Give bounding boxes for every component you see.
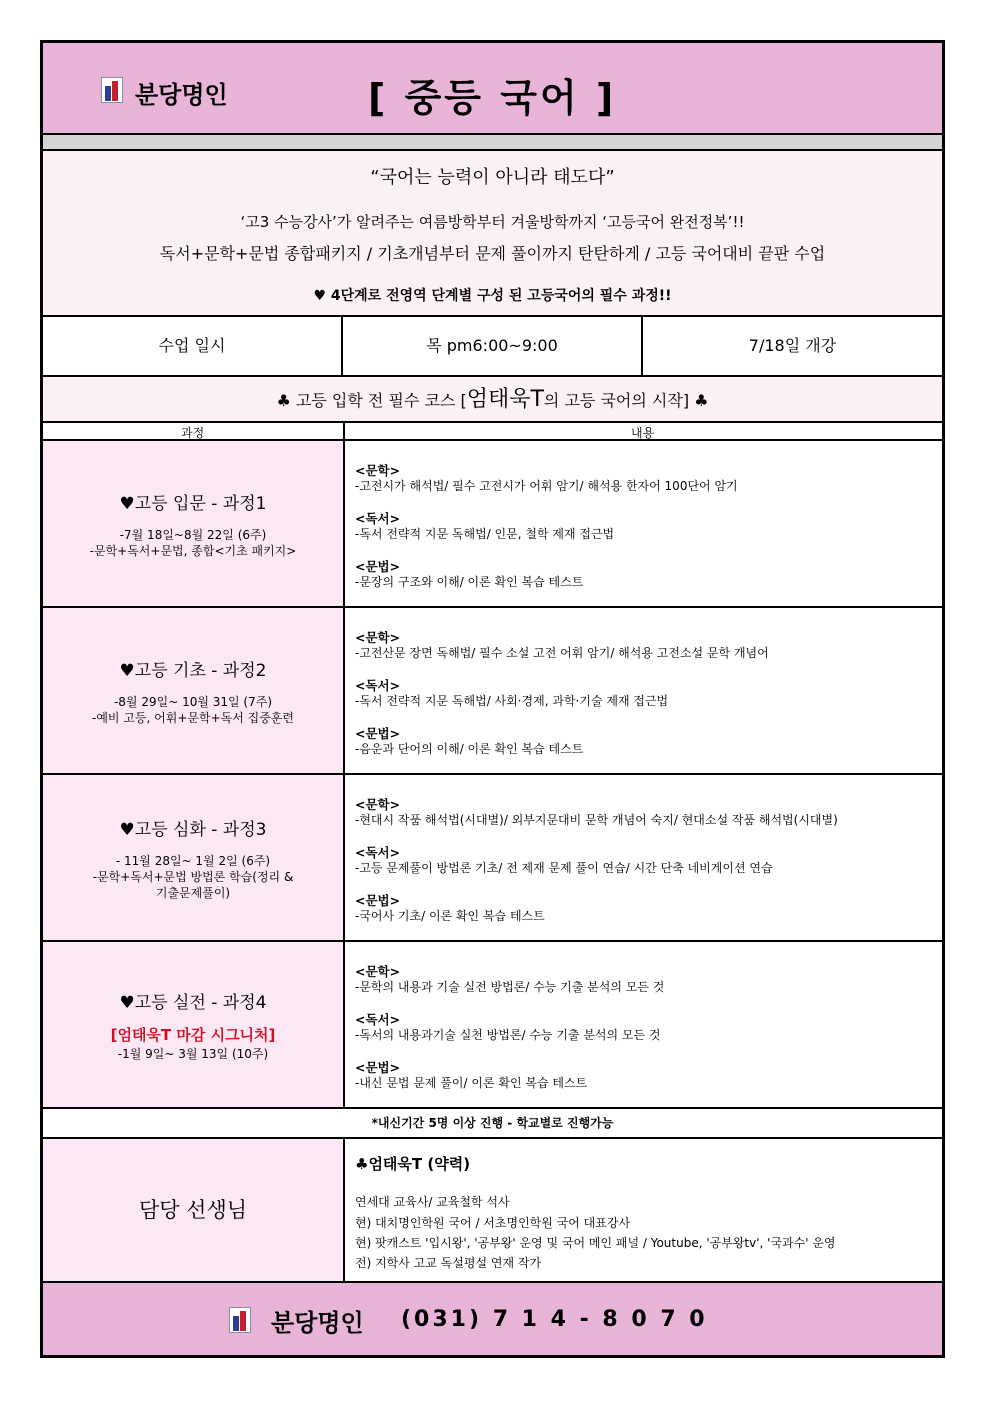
literature-label: <문학> — [355, 797, 401, 812]
column-header-content: 내용 — [631, 426, 655, 440]
reading-label: <독서> — [355, 1012, 401, 1027]
flyer-frame — [40, 40, 945, 1358]
intro-section — [43, 151, 942, 317]
footer — [43, 1283, 942, 1355]
course-heading — [43, 377, 942, 423]
course-row — [43, 608, 942, 775]
intro-line-1: ‘고3 수능강사’가 알려주는 여름방학부터 겨울방학까지 ‘고등국어 완전정복’!! — [240, 213, 745, 231]
literature-label: <문학> — [355, 463, 401, 478]
teacher-bio-line: 현) 팟캐스트 '입시왕', '공부왕' 운영 및 국어 메인 패널 / Youtube, '공부왕tv', '국과수' 운영 — [355, 1236, 836, 1250]
brand-logo-icon — [229, 1307, 251, 1333]
literature-text: -고전산문 장면 독해법/ 필수 소설 고전 어휘 암기/ 해석용 고전소설 문학 개념어 — [355, 646, 769, 660]
course-content — [345, 942, 942, 1107]
phone-number: (031) 7 1 4 - 8 0 7 0 — [401, 1307, 708, 1332]
teacher-row — [43, 1139, 942, 1283]
course-period: -1월 9일~ 3월 13일 (10주) — [117, 1047, 269, 1061]
course-desc: -문학+독서+문법, 종합<기초 패키지> — [89, 544, 297, 558]
teacher-bio-line: 현) 대치명인학원 국어 / 서초명인학원 국어 대표강사 — [355, 1216, 631, 1230]
teacher-bio-line: 전) 지학사 고교 독설평설 연재 작가 — [355, 1256, 542, 1270]
course-row — [43, 775, 942, 942]
course-name: ♥고등 기초 - 과정2 — [119, 661, 267, 681]
literature-text: -문학의 내용과 기술 실전 방법론/ 수능 기출 분석의 모든 것 — [355, 980, 665, 994]
grammar-text: -국어사 기초/ 이론 확인 복습 테스트 — [355, 909, 545, 923]
course-content — [345, 441, 942, 606]
literature-label: <문학> — [355, 964, 401, 979]
course-period: - 11월 28일~ 1월 2일 (6주) — [115, 854, 271, 868]
grammar-label: <문법> — [355, 1060, 401, 1075]
course-row — [43, 942, 942, 1109]
literature-text: -현대시 작품 해석법(시대별)/ 외부지문대비 문학 개념어 숙지/ 현대소설 작품 해석법(시대별) — [355, 813, 838, 827]
footer-brand-name: 분당명인 — [271, 1309, 364, 1337]
course-desc: -예비 고등, 어휘+문학+독서 집중훈련 — [92, 711, 294, 725]
course-name: ♥고등 실전 - 과정4 — [119, 993, 267, 1013]
page-title: [ 중등 국어 ] — [368, 76, 617, 120]
literature-label: <문학> — [355, 630, 401, 645]
literature-text: -고전시가 해석법/ 필수 고전시가 어휘 암기/ 해석용 한자어 100단어 암기 — [355, 479, 738, 493]
course-period: -7월 18일~8월 22일 (6주) — [119, 528, 267, 542]
intro-quote: “국어는 능력이 아니라 태도다” — [370, 167, 615, 188]
intro-line-3: ♥ 4단계로 전영역 단계별 구성 된 고등국어의 필수 과정!! — [313, 288, 672, 304]
brand-logo-icon — [101, 77, 123, 103]
course-summary — [43, 775, 343, 940]
grammar-label: <문법> — [355, 726, 401, 741]
schedule-start: 7/18일 개강 — [748, 336, 837, 355]
course-desc: -문학+독서+문법 방법론 학습(정리 & — [92, 870, 294, 884]
column-header-course: 과정 — [181, 426, 205, 440]
note-row: *내신기간 5명 이상 진행 - 학교별로 진행가능 — [43, 1109, 942, 1139]
course-desc-continued: 기출문제풀이) — [155, 886, 231, 900]
teacher-name: ♣엄태욱T (약력) — [355, 1155, 471, 1173]
intro-line-2: 독서+문학+문법 종합패키지 / 기초개념부터 문제 풀이까지 탄탄하게 / 고등 국어대비 끝판 수업 — [159, 244, 826, 263]
schedule-time: 목 pm6:00~9:00 — [426, 336, 558, 355]
schedule-row — [43, 317, 942, 377]
teacher-bio-line: 연세대 교육사/ 교육철학 석사 — [355, 1195, 510, 1209]
divider-strip — [43, 135, 942, 151]
course-name: ♥고등 입문 - 과정1 — [119, 494, 267, 514]
course-content — [345, 775, 942, 940]
course-summary — [43, 441, 343, 606]
brand-name: 분당명인 — [135, 81, 228, 109]
grammar-label: <문법> — [355, 893, 401, 908]
signature-tag: [엄태욱T 마감 시그니처] — [110, 1026, 276, 1044]
header — [43, 43, 942, 135]
course-name: ♥고등 심화 - 과정3 — [119, 820, 267, 840]
course-summary — [43, 942, 343, 1107]
grammar-text: -내신 문법 문제 풀이/ 이론 확인 복습 테스트 — [355, 1076, 588, 1090]
course-heading-prefix: ♣ 고등 입학 전 필수 코스 [ — [276, 391, 467, 410]
reading-text: -독서 전략적 지문 독해법/ 사회·경제, 과학·기술 제재 접근법 — [355, 694, 669, 708]
reading-label: <독서> — [355, 511, 401, 526]
reading-label: <독서> — [355, 845, 401, 860]
reading-text: -고등 문제풀이 방법론 기초/ 전 제재 문제 풀이 연습/ 시간 단축 네비게이션 연습 — [355, 861, 773, 875]
course-heading-teacher: 엄태욱T — [466, 387, 544, 412]
schedule-label: 수업 일시 — [158, 336, 226, 355]
reading-text: -독서 전략적 지문 독해법/ 인문, 철학 제재 접근법 — [355, 527, 615, 541]
course-row — [43, 441, 942, 608]
grammar-text: -음운과 단어의 이해/ 이론 확인 복습 테스트 — [355, 742, 584, 756]
reading-label: <독서> — [355, 678, 401, 693]
grammar-label: <문법> — [355, 559, 401, 574]
teacher-label: 담당 선생님 — [43, 1139, 343, 1281]
grammar-text: -문장의 구조와 이해/ 이론 확인 복습 테스트 — [355, 575, 584, 589]
course-summary — [43, 608, 343, 773]
teacher-profile — [345, 1139, 942, 1281]
course-content — [345, 608, 942, 773]
column-headers — [43, 423, 942, 441]
reading-text: -독서의 내용과기술 실천 방법론/ 수능 기출 분석의 모든 것 — [355, 1028, 661, 1042]
course-period: -8월 29일~ 10월 31일 (7주) — [113, 695, 273, 709]
course-heading-suffix: 의 고등 국어의 시작] ♣ — [543, 391, 709, 410]
